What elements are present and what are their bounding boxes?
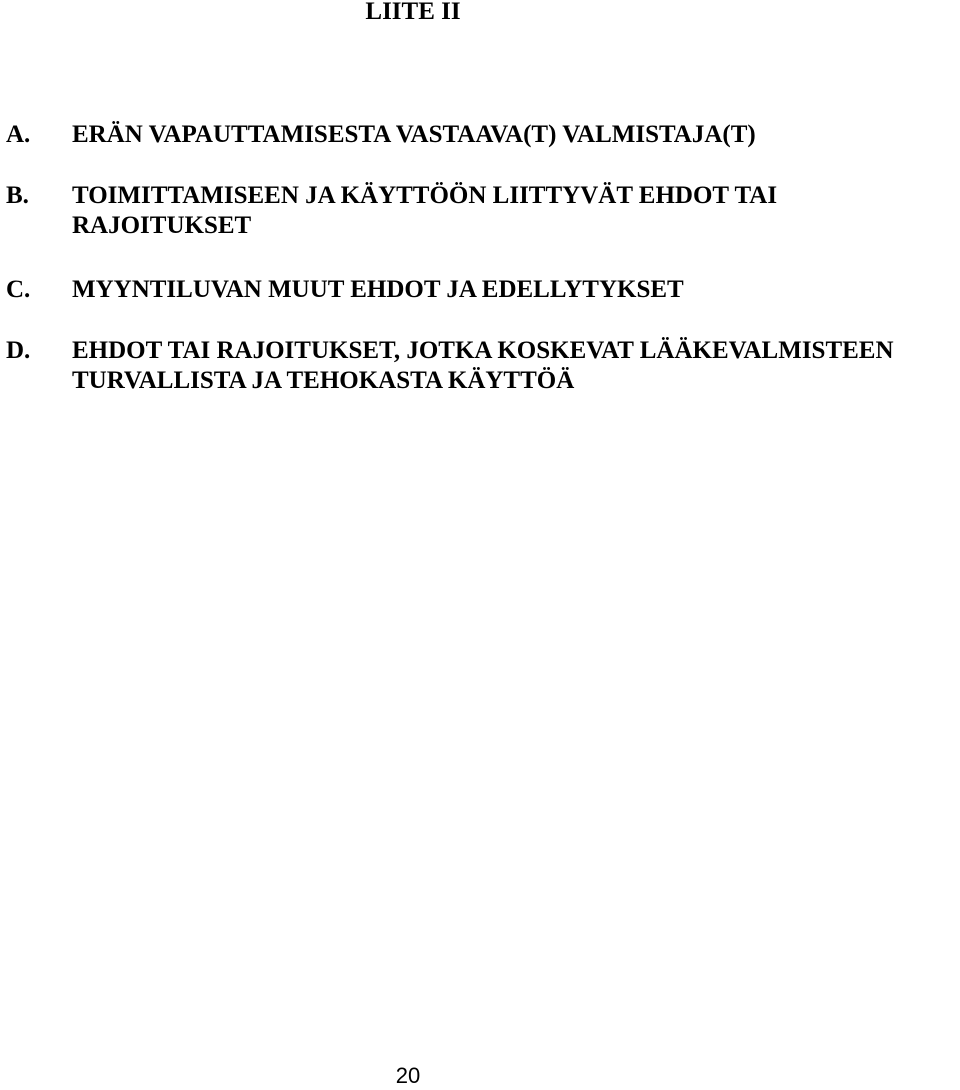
section-heading-line: TURVALLISTA JA TEHOKASTA KÄYTTÖÄ: [72, 367, 575, 394]
section-heading: [72, 275, 684, 305]
section-heading-line: ERÄN VAPAUTTAMISESTA VASTAAVA(T) VALMISTAJA(T): [72, 121, 756, 148]
section-heading: [72, 181, 777, 241]
section-heading: [72, 120, 756, 150]
section-heading: [72, 336, 894, 396]
section-heading-line: MYYNTILUVAN MUUT EHDOT JA EDELLYTYKSET: [72, 276, 684, 303]
section-letter: A.: [6, 121, 31, 148]
section-heading-line: TOIMITTAMISEEN JA KÄYTTÖÖN LIITTYVÄT EHDOT TAI: [72, 182, 778, 209]
section-heading-line: EHDOT TAI RAJOITUKSET, JOTKA KOSKEVAT LÄÄKEVALMISTEEN: [72, 337, 894, 364]
page-number: 20: [395, 1063, 421, 1088]
annex-title: LIITE II: [365, 0, 461, 25]
section-letter: D.: [6, 337, 31, 364]
section-letter: B.: [6, 182, 29, 209]
section-letter: C.: [6, 276, 31, 303]
section-heading-line: RAJOITUKSET: [72, 212, 252, 239]
